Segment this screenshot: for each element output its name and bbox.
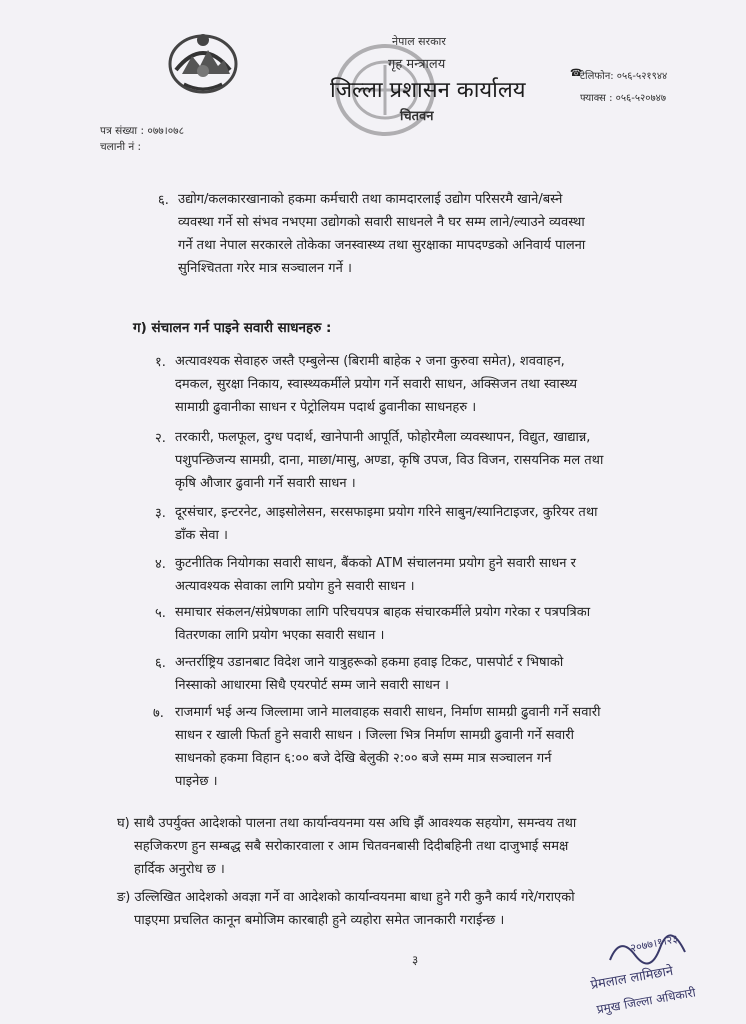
header-ministry: गृह मन्त्रालय — [388, 57, 446, 72]
header-gov: नेपाल सरकार — [392, 35, 446, 48]
g-item-7: राजमार्ग भई अन्य जिल्लामा जाने मालवाहक सवारी साधन, निर्माण सामग्री ढुवानी गर्ने सवारी साधन र खाली फिर्ता हुने सवारी साधन । जिल्ला भित्र निर्माण सामग्री ढुवानी गर्ने सवारी साधनको हकमा विहान ६:०० बजे देखि बेलुकी २:०० बजे सम्म मात्र सञ्चालन गर्न पाइनेछ । — [175, 705, 601, 789]
g-item-3: दूरसंचार, इन्टरनेट, आइसोलेसन, सरसफाइमा प्रयोग गरिने साबुन/स्यानिटाइजर, कुरियर तथा डाँक सेवा । — [175, 505, 598, 543]
header-office: जिल्ला प्रशासन कार्यालय — [330, 78, 526, 103]
item-number: २. — [155, 431, 166, 446]
item-number: ७. — [153, 706, 164, 721]
item-number: ६. — [158, 193, 169, 208]
g-item-1: अत्यावश्यक सेवाहरु जस्तै एम्बुलेन्स (बिरामी बाहेक २ जना कुरुवा समेत), शववाहन, दमकल, सुरक्षा निकाय, स्वास्थ्यकर्मीले प्रयोग गर्ने सवारी साधन, अक्सिजन तथा स्वास्थ्य सामाग्री ढुवानीका साधन र पेट्रोलियम पदार्थ ढुवानीका साधनहरु । — [175, 354, 578, 415]
item-number: ६. — [155, 656, 166, 671]
item6-text: उद्योग/कलकारखानाको हकमा कर्मचारी तथा कामदारलाई उद्योग परिसरमै खाने/बस्ने व्यवस्था गर्ने सो संभव नभएमा उद्योगको सवारी साधनले नै घर सम्म लाने/ल्याउने व्यवस्था गर्ने तथा नेपाल सरकारले तोकेका जनस्वास्थ्य तथा सुरक्षाका मापदण्डको अनिवार्य पालना सुनिश्चितता गरेर मात्र सञ्चालन गर्ने । — [178, 192, 586, 276]
header-phone: टेलिफोन: ०५६-५२१९४४ — [580, 71, 668, 82]
signature-title: प्रमुख जिल्ला अधिकारी — [595, 985, 697, 1017]
header-district: चितवन — [400, 109, 434, 124]
item-number: ३. — [155, 506, 166, 521]
item-number: ५. — [155, 606, 166, 621]
g-item-2: तरकारी, फलफूल, दुग्ध पदार्थ, खानेपानी आपूर्ति, फोहोरमैला व्यवस्थापन, विद्युत, खाद्यान्न, पशुपन्छिजन्य सामग्री, दाना, माछा/मासु, अण्डा, कृषि उपज, विउ विजन, रासयनिक मल तथा कृषि औजार ढुवानी गर्ने सवारी साधन । — [175, 430, 604, 491]
g-item-6: अन्तर्राष्ट्रिय उडानबाट विदेश जाने यात्रुहरूको हकमा हवाइ टिकट, पासपोर्ट र भिषाको निस्साको आधारमा सिधै एयरपोर्ट सम्म जाने सवारी साधन । — [175, 655, 564, 693]
signature-block — [590, 930, 740, 1024]
section-ng: ङ) उल्लिखित आदेशको अवज्ञा गर्ने वा आदेशको कार्यान्वयनमा बाधा हुने गरी कुनै कार्य गरे/गराएको पाइएमा प्रचलित कानून बमोजिम कारबाही हुने व्यहोरा समेत जानकारी गराईन्छ । — [117, 890, 575, 928]
phone-icon: ☎ — [570, 68, 583, 79]
g-item-4: कुटनीतिक नियोगका सवारी साधन, बैंकको ATM संचालनमा प्रयोग हुने सवारी साधन र अत्यावश्यक सेवाका लागि प्रयोग हुने सवारी साधन । — [175, 556, 576, 594]
signature-date: २०७७।१।२३ — [629, 932, 680, 955]
item-number: ४. — [155, 557, 166, 572]
section-g-heading: ग) संचालन गर्न पाइने सवारी साधनहरु : — [133, 320, 332, 336]
item-number: १. — [155, 355, 166, 370]
signature-name: प्रेमलाल लामिछाने — [589, 963, 675, 994]
page-number: ३ — [412, 953, 419, 967]
header-fax: फ्याक्स : ०५६-५२०७४७ — [580, 93, 667, 104]
section-gh: घ) साथै उपर्युक्त आदेशको पालना तथा कार्यान्वयनमा यस अघि झैं आवश्यक सहयोग, समन्वय तथा सहजिकरण हुन सम्बद्ध सबै सरोकारवाला र आम चितवनबासी दिदीबहिनी तथा दाजुभाई समक्ष हार्दिक अनुरोध छ । — [117, 816, 577, 877]
chalani-number: चलानी नं : — [100, 141, 142, 153]
patra-sankhya: पत्र संख्या : ०७७।०७८ — [100, 125, 185, 137]
nepal-emblem-icon — [164, 26, 242, 96]
g-item-5: समाचार संकलन/संप्रेषणका लागि परिचयपत्र बाहक संचारकर्मीले प्रयोग गरेका र पत्रपत्रिका वितरणका लागि प्रयोग भएका सवारी सधान । — [175, 605, 591, 643]
